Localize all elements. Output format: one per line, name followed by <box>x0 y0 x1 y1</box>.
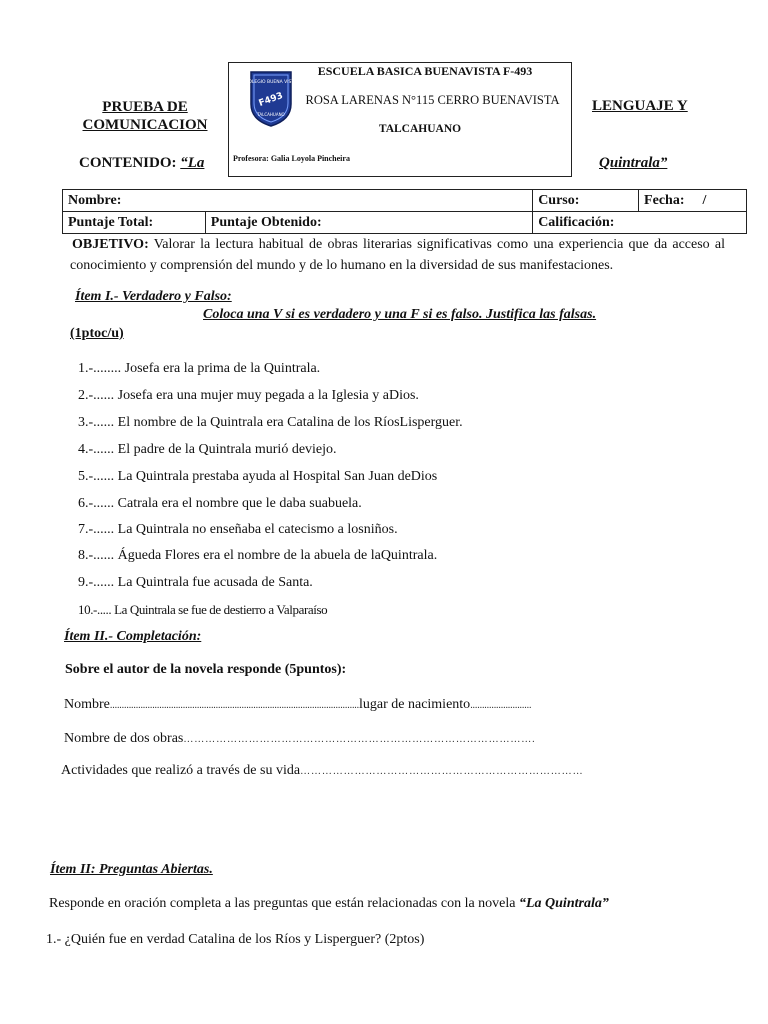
works-line <box>64 731 536 747</box>
novel-title: “La Quintrala” <box>518 896 609 911</box>
table-row <box>63 190 747 212</box>
logo-text-mid: F493 <box>257 91 285 109</box>
calificacion-cell[interactable]: Calificación: <box>533 212 747 234</box>
activities-dots[interactable]: …………………………………………………………………… <box>300 766 584 777</box>
objective-paragraph <box>70 234 725 276</box>
fecha-cell[interactable] <box>639 190 747 212</box>
test-title-line2: COMUNICACION <box>82 117 208 133</box>
contenido <box>79 155 204 172</box>
school-city: TALCAHUANO <box>378 123 462 135</box>
school-address: ROSA LARENAS N°115 CERRO BUENAVISTA <box>305 93 560 107</box>
contenido-value: “La <box>180 155 205 171</box>
school-logo <box>245 70 297 128</box>
statement-8: 8.-...... Águeda Flores era el nombre de la abuela de laQuintrala. <box>78 548 438 563</box>
author-name-dots[interactable]: .......................................................................................................... <box>109 700 359 711</box>
statement-3: 3.-...... El nombre de la Quintrala era Catalina de los RíosLisperguer. <box>78 415 463 430</box>
puntaje-obtenido-cell[interactable]: Puntaje Obtenido: <box>205 212 532 234</box>
fecha-label: Fecha: <box>644 192 685 208</box>
curso-cell[interactable]: Curso: <box>533 190 639 212</box>
item2-subtitle: Sobre el autor de la novela responde (5puntos): <box>65 662 347 677</box>
statement-10: 10.-..... La Quintrala se fue de destierro a Valparaíso <box>78 602 328 617</box>
statement-5: 5.-...... La Quintrala prestaba ayuda al Hospital San Juan deDios <box>78 469 438 484</box>
fecha-slash: / <box>702 192 707 208</box>
birthplace-label: lugar de nacimiento <box>359 697 471 712</box>
activities-line <box>61 763 583 779</box>
contenido-label: CONTENIDO: <box>79 155 181 171</box>
subject-title: LENGUAJE Y <box>592 98 688 114</box>
author-name-label: Nombre <box>64 697 110 712</box>
test-title-line1: PRUEBA DE <box>102 99 188 115</box>
author-name-line <box>64 697 531 713</box>
question-1: 1.- ¿Quién fue en verdad Catalina de los Ríos y Lisperguer? (2ptos) <box>46 932 425 947</box>
item1-instruction: Coloca una V si es verdadero y una F si es falso. Justifica las falsas. <box>203 307 597 322</box>
statement-9: 9.-...... La Quintrala fue acusada de Santa. <box>78 575 313 590</box>
puntaje-total-cell[interactable]: Puntaje Total: <box>63 212 206 234</box>
statement-2: 2.-...... Josefa era una mujer muy pegada a la Iglesia y aDios. <box>78 388 419 403</box>
activities-label: Actividades que realizó a través de su vida <box>61 763 301 778</box>
logo-text-bottom: TALCAHUANO <box>257 112 285 117</box>
nombre-cell[interactable]: Nombre: <box>63 190 533 212</box>
statement-6: 6.-...... Catrala era el nombre que le daba suabuela. <box>78 496 362 511</box>
statement-1: 1.-........ Josefa era la prima de la Quintrala. <box>78 361 321 376</box>
item1-title: Ítem I.- Verdadero y Falso: <box>75 289 232 304</box>
table-row <box>63 212 747 234</box>
teacher-name: Profesora: Galia Loyola Pincheira <box>233 154 350 163</box>
birthplace-dots[interactable]: .......................... <box>470 700 532 711</box>
statement-4: 4.-...... El padre de la Quintrala murió deviejo. <box>78 442 337 457</box>
item2-title: Ítem II.- Completación: <box>64 629 202 644</box>
objective-text: Valorar la lectura habitual de obras literarias significativas como una experiencia que da acceso al conocimiento y comprensión del mundo y de lo humano en la diversidad de sus manifestaciones. <box>70 237 725 273</box>
subject-value: Quintrala” <box>599 155 668 171</box>
works-dots[interactable]: ……………………………………………………………………………………. <box>183 734 536 745</box>
student-info-table <box>62 189 747 234</box>
school-name: ESCUELA BASICA BUENAVISTA F-493 <box>317 64 533 78</box>
statement-7: 7.-...... La Quintrala no enseñaba el catecismo a losniños. <box>78 522 398 537</box>
test-title <box>70 98 220 134</box>
works-label: Nombre de dos obras <box>64 731 184 746</box>
item3-instruction: Responde en oración completa a las preguntas que están relacionadas con la novela <box>49 896 519 911</box>
item1-points: (1ptoc/u) <box>70 326 124 341</box>
objective-label: OBJETIVO: <box>72 237 149 252</box>
item3-instruction-line <box>49 896 609 912</box>
logo-text-top: COLEGIO BUENA VISTA <box>245 80 297 85</box>
item3-title: Ítem II: Preguntas Abiertas. <box>50 862 213 877</box>
